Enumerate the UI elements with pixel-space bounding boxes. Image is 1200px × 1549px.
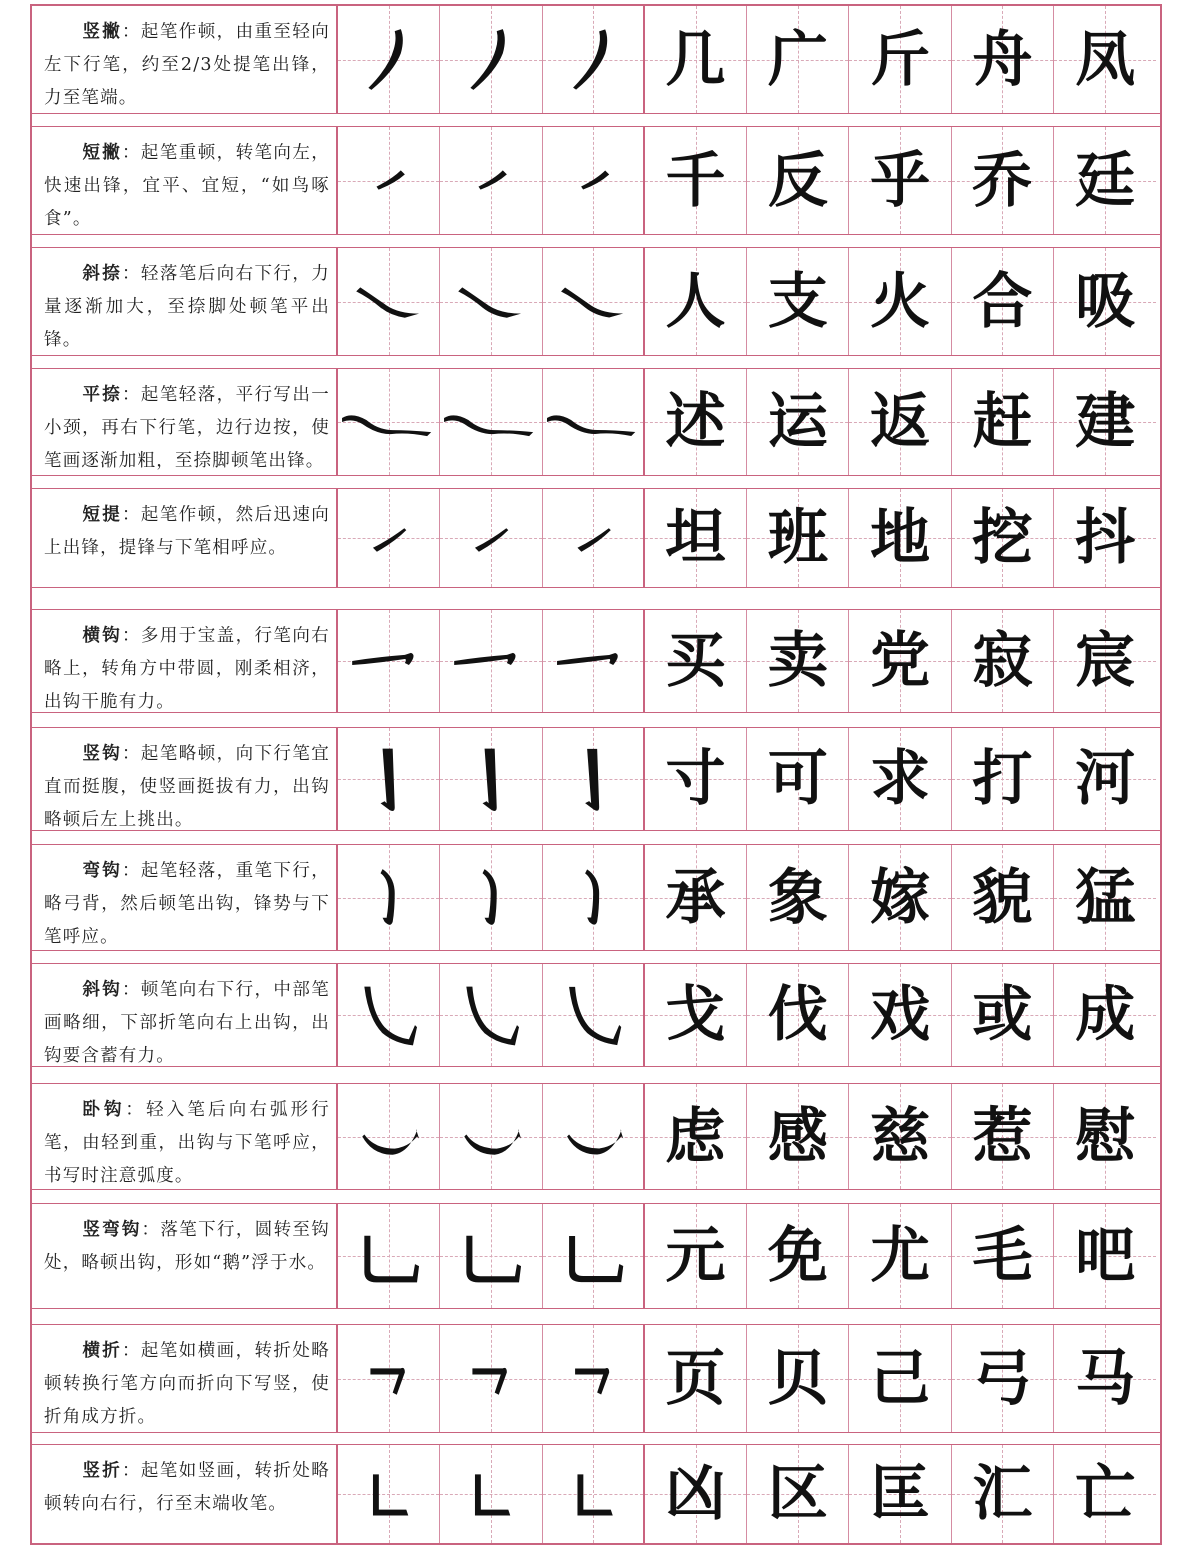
stroke-row-slant-right-fall [32,247,1160,356]
stroke-name: 弯钩 [82,861,122,881]
stroke-description [32,964,338,1066]
stroke-sample-glyph [440,248,541,355]
stroke-sample-cell [440,964,542,1066]
example-character: 述 [665,387,726,457]
stroke-instructions: ：起笔如竖画，转折处略顿转向右行，行至末端收笔。 [44,1461,330,1514]
stroke-name: 竖弯钩 [82,1220,142,1240]
stroke-row-curved-hook [32,844,1160,951]
stroke-description [32,1325,338,1432]
example-character: 免 [767,1221,828,1291]
example-character: 凶 [665,1459,726,1529]
stroke-name: 平捺 [82,385,122,405]
stroke-sample-cell [543,489,645,587]
stroke-sample-cell [440,369,542,475]
stroke-instructions: ：起笔作顿，然后迅速向上出锋，提锋与下笔相呼应。 [44,505,330,558]
stroke-sample-glyph [543,1325,643,1432]
stroke-sample-glyph [543,6,643,113]
stroke-sample-glyph [338,248,439,355]
stroke-sample-cell [440,1445,542,1543]
example-character-cell [645,845,747,950]
example-character-cell [645,728,747,830]
stroke-sample-glyph [440,610,541,712]
calligraphy-practice-sheet [30,4,1162,1545]
stroke-row-short-rise [32,488,1160,588]
stroke-sample-cell [440,845,542,950]
stroke-sample-cell [543,1084,645,1189]
example-character: 元 [665,1221,726,1291]
stroke-sample-glyph [338,6,439,113]
stroke-sample-cell [338,1445,440,1543]
stroke-instructions: ：多用于宝盖，行笔向右略上，转角方中带圆，刚柔相济，出钩干脆有力。 [44,626,330,712]
example-character: 页 [665,1343,726,1414]
stroke-sample-cell [338,610,440,712]
example-character-cell [849,489,951,587]
stroke-sample-glyph [338,1084,439,1189]
example-character: 火 [870,266,931,337]
stroke-row-flat-right-fall [32,368,1160,476]
stroke-sample-cell [338,489,440,587]
example-character: 地 [870,503,931,573]
example-character-cell [849,127,951,234]
example-character-cell [747,127,849,234]
example-character: 贝 [767,1343,828,1414]
stroke-row-vert-left-fall [32,6,1160,114]
stroke-sample-cell [440,489,542,587]
example-character: 建 [1075,387,1136,457]
example-character: 运 [767,387,828,457]
example-character-cell [952,248,1054,355]
stroke-instructions: ：起笔重顿，转笔向左，快速出锋，宜平、宜短，“如鸟啄食”。 [44,143,330,229]
stroke-name: 竖撇 [82,22,122,42]
example-character: 支 [767,266,828,337]
example-character: 慈 [870,1101,931,1172]
stroke-sample-glyph [440,728,541,830]
example-character-cell [1054,845,1156,950]
example-character: 乔 [972,145,1033,216]
example-character: 尤 [870,1221,931,1291]
stroke-instructions: ：起笔作顿，由重至轻向左下行笔，约至2/3处提笔出锋，力至笔端。 [44,22,330,108]
stroke-instructions: ：轻落笔后向右下行，力量逐渐加大，至捺脚处顿笔平出锋。 [44,264,330,350]
stroke-sample-glyph [338,728,439,830]
stroke-sample-glyph [338,489,439,587]
stroke-description [32,610,338,712]
stroke-row-horizontal-hook [32,609,1160,713]
example-character-cell [952,369,1054,475]
stroke-description [32,1445,338,1543]
stroke-sample-glyph [338,1445,439,1543]
example-character-cell [849,728,951,830]
example-character-cell [1054,964,1156,1066]
stroke-sample-glyph [543,728,643,830]
stroke-name: 短提 [82,505,122,525]
example-character: 凤 [1075,24,1136,95]
stroke-instructions: ：起笔如横画，转折处略顿转换行笔方向而折向下写竖，使折角成方折。 [44,1341,330,1427]
stroke-sample-cell [543,248,645,355]
stroke-sample-cell [440,1084,542,1189]
stroke-sample-cell [338,248,440,355]
example-character-cell [645,369,747,475]
stroke-sample-cell [543,1325,645,1432]
example-character: 汇 [972,1459,1033,1529]
example-character-cell [1054,1204,1156,1308]
example-character-cell [1054,1445,1156,1543]
stroke-sample-glyph [543,489,643,587]
stroke-sample-glyph [440,1084,541,1189]
example-character: 返 [870,387,931,457]
stroke-sample-cell [440,127,542,234]
example-character: 己 [870,1343,931,1414]
example-character: 廷 [1075,145,1136,216]
example-character: 挖 [972,503,1033,573]
stroke-name: 横钩 [82,626,122,646]
stroke-sample-glyph [338,964,439,1066]
example-character-cell [849,964,951,1066]
example-character-cell [849,1204,951,1308]
example-character-cell [1054,728,1156,830]
stroke-name: 竖折 [82,1461,122,1481]
example-character: 几 [665,24,726,95]
stroke-description [32,489,338,587]
example-character: 合 [972,266,1033,337]
example-character: 买 [665,626,726,696]
example-character: 可 [767,744,828,814]
example-character-cell [645,6,747,113]
example-character-cell [747,1084,849,1189]
example-character-cell [849,248,951,355]
example-character-cell [952,6,1054,113]
stroke-sample-glyph [338,1325,439,1432]
stroke-sample-glyph [338,1204,439,1308]
example-character: 或 [972,980,1033,1050]
stroke-sample-glyph [440,1204,541,1308]
stroke-sample-cell [543,369,645,475]
stroke-sample-glyph [440,1325,541,1432]
example-character-cell [747,728,849,830]
example-character: 成 [1075,980,1136,1050]
stroke-sample-cell [440,610,542,712]
example-character-cell [849,1445,951,1543]
example-character: 河 [1075,744,1136,814]
example-character: 寂 [972,626,1033,696]
example-character: 吸 [1075,266,1136,337]
stroke-sample-glyph [543,845,643,950]
example-character-cell [1054,127,1156,234]
example-character: 亡 [1075,1459,1136,1529]
example-character-cell [645,127,747,234]
example-character: 寸 [665,744,726,814]
stroke-sample-glyph [543,964,643,1066]
example-character-cell [1054,610,1156,712]
example-character: 承 [665,862,726,933]
stroke-sample-glyph [440,369,541,475]
stroke-name: 斜钩 [82,980,122,1000]
stroke-description [32,1204,338,1308]
example-character-cell [645,1084,747,1189]
example-character: 象 [767,862,828,933]
example-character-cell [747,369,849,475]
example-character-cell [645,248,747,355]
example-character-cell [1054,369,1156,475]
stroke-sample-cell [440,1204,542,1308]
example-character-cell [645,964,747,1066]
example-character-cell [849,1084,951,1189]
stroke-row-lying-hook [32,1083,1160,1190]
stroke-sample-cell [338,369,440,475]
stroke-sample-cell [543,1445,645,1543]
stroke-instructions: ：落笔下行，圆转至钩处，略顿出钩，形如“鹅”浮于水。 [44,1220,330,1273]
example-character: 马 [1075,1343,1136,1414]
example-character: 赶 [972,387,1033,457]
stroke-sample-cell [440,728,542,830]
stroke-sample-glyph [440,964,541,1066]
example-character: 感 [767,1101,828,1172]
example-character: 舟 [972,24,1033,95]
example-character-cell [1054,489,1156,587]
stroke-description [32,845,338,950]
stroke-row-short-left-fall [32,126,1160,235]
example-character: 慰 [1075,1101,1136,1172]
example-character: 求 [870,744,931,814]
example-character: 伐 [767,980,828,1050]
stroke-instructions: ：轻入笔后向右弧形行笔，由轻到重，出钩与下笔呼应，书写时注意弧度。 [44,1100,331,1186]
example-character-cell [952,489,1054,587]
example-character: 打 [972,744,1033,814]
example-character: 猛 [1075,862,1136,933]
example-character-cell [1054,1084,1156,1189]
stroke-name: 横折 [82,1341,122,1361]
example-character: 貌 [972,862,1033,933]
stroke-instructions: ：顿笔向右下行，中部笔画略细，下部折笔向右上出钩，出钩要含蓄有力。 [44,980,330,1066]
stroke-sample-cell [543,610,645,712]
stroke-sample-cell [543,6,645,113]
stroke-name: 竖钩 [82,744,122,764]
stroke-sample-cell [338,1204,440,1308]
example-character-cell [849,369,951,475]
stroke-sample-glyph [543,248,643,355]
example-character-cell [645,1445,747,1543]
example-character-cell [952,1084,1054,1189]
example-character-cell [849,845,951,950]
example-character: 匡 [870,1459,931,1529]
example-character-cell [747,1204,849,1308]
example-character: 区 [767,1459,828,1529]
stroke-sample-cell [338,1084,440,1189]
stroke-sample-glyph [440,127,541,234]
stroke-sample-cell [338,964,440,1066]
example-character-cell [849,1325,951,1432]
example-character: 反 [767,145,828,216]
example-character: 戏 [870,980,931,1050]
example-character-cell [952,1445,1054,1543]
stroke-name: 卧钩 [82,1100,126,1120]
example-character-cell [952,610,1054,712]
example-character-cell [1054,248,1156,355]
example-character: 党 [870,626,931,696]
example-character: 毛 [972,1221,1033,1291]
stroke-sample-cell [440,6,542,113]
stroke-name: 短撇 [82,143,122,163]
example-character: 斤 [870,24,931,95]
stroke-row-slant-hook [32,963,1160,1067]
example-character-cell [952,845,1054,950]
example-character: 惹 [972,1101,1033,1172]
example-character-cell [645,1204,747,1308]
example-character-cell [747,248,849,355]
example-character: 抖 [1075,503,1136,573]
example-character-cell [747,1325,849,1432]
example-character: 嫁 [870,862,931,933]
stroke-row-vertical-curved-hook [32,1203,1160,1309]
stroke-description [32,1084,338,1189]
example-character: 宸 [1075,626,1136,696]
stroke-sample-cell [338,728,440,830]
stroke-description [32,728,338,830]
stroke-instructions: ：起笔略顿，向下行笔宜直而挺腹，使竖画挺拔有力，出钩略顿后左上挑出。 [44,744,330,830]
example-character-cell [952,1325,1054,1432]
stroke-sample-cell [440,1325,542,1432]
stroke-instructions: ：起笔轻落，重笔下行，略弓背，然后顿笔出钩，锋势与下笔呼应。 [44,861,330,947]
example-character-cell [952,1204,1054,1308]
stroke-sample-glyph [338,845,439,950]
stroke-sample-cell [338,845,440,950]
stroke-sample-glyph [543,1084,643,1189]
stroke-sample-glyph [338,610,439,712]
stroke-sample-cell [543,1204,645,1308]
example-character-cell [952,728,1054,830]
stroke-sample-glyph [440,6,541,113]
stroke-sample-glyph [338,127,439,234]
stroke-row-vertical-hook [32,727,1160,831]
stroke-sample-glyph [440,1445,541,1543]
stroke-sample-cell [338,6,440,113]
stroke-row-vertical-turn [32,1444,1160,1544]
stroke-description [32,6,338,113]
example-character: 弓 [972,1343,1033,1414]
stroke-sample-glyph [543,1204,643,1308]
example-character-cell [952,964,1054,1066]
example-character-cell [645,489,747,587]
stroke-sample-cell [543,964,645,1066]
example-character: 广 [767,24,828,95]
example-character-cell [747,6,849,113]
example-character: 人 [665,266,726,337]
example-character: 千 [665,145,726,216]
example-character-cell [1054,6,1156,113]
stroke-sample-cell [543,127,645,234]
example-character-cell [747,610,849,712]
stroke-sample-glyph [440,845,541,950]
example-character-cell [645,1325,747,1432]
example-character: 乎 [870,145,931,216]
stroke-sample-glyph [543,610,643,712]
stroke-sample-glyph [338,369,439,475]
example-character: 班 [767,503,828,573]
example-character-cell [849,610,951,712]
stroke-sample-glyph [440,489,541,587]
example-character: 戈 [665,980,726,1050]
stroke-description [32,127,338,234]
stroke-sample-cell [338,127,440,234]
example-character: 吧 [1075,1221,1136,1291]
example-character-cell [1054,1325,1156,1432]
example-character-cell [747,845,849,950]
example-character: 卖 [767,626,828,696]
example-character-cell [747,1445,849,1543]
example-character-cell [645,610,747,712]
example-character-cell [849,6,951,113]
example-character-cell [747,964,849,1066]
example-character: 虑 [665,1101,726,1172]
stroke-description [32,369,338,475]
stroke-sample-cell [543,845,645,950]
stroke-instructions: ：起笔轻落，平行写出一小颈，再右下行笔，边行边按，使笔画逐渐加粗，至捺脚顿笔出锋。 [44,385,330,471]
stroke-sample-glyph [543,127,643,234]
stroke-row-horizontal-turn [32,1324,1160,1433]
stroke-name: 斜捺 [82,264,122,284]
example-character-cell [747,489,849,587]
stroke-sample-glyph [543,369,643,475]
example-character-cell [952,127,1054,234]
stroke-sample-cell [440,248,542,355]
example-character: 坦 [665,503,726,573]
stroke-sample-glyph [543,1445,643,1543]
stroke-description [32,248,338,355]
stroke-sample-cell [338,1325,440,1432]
stroke-sample-cell [543,728,645,830]
